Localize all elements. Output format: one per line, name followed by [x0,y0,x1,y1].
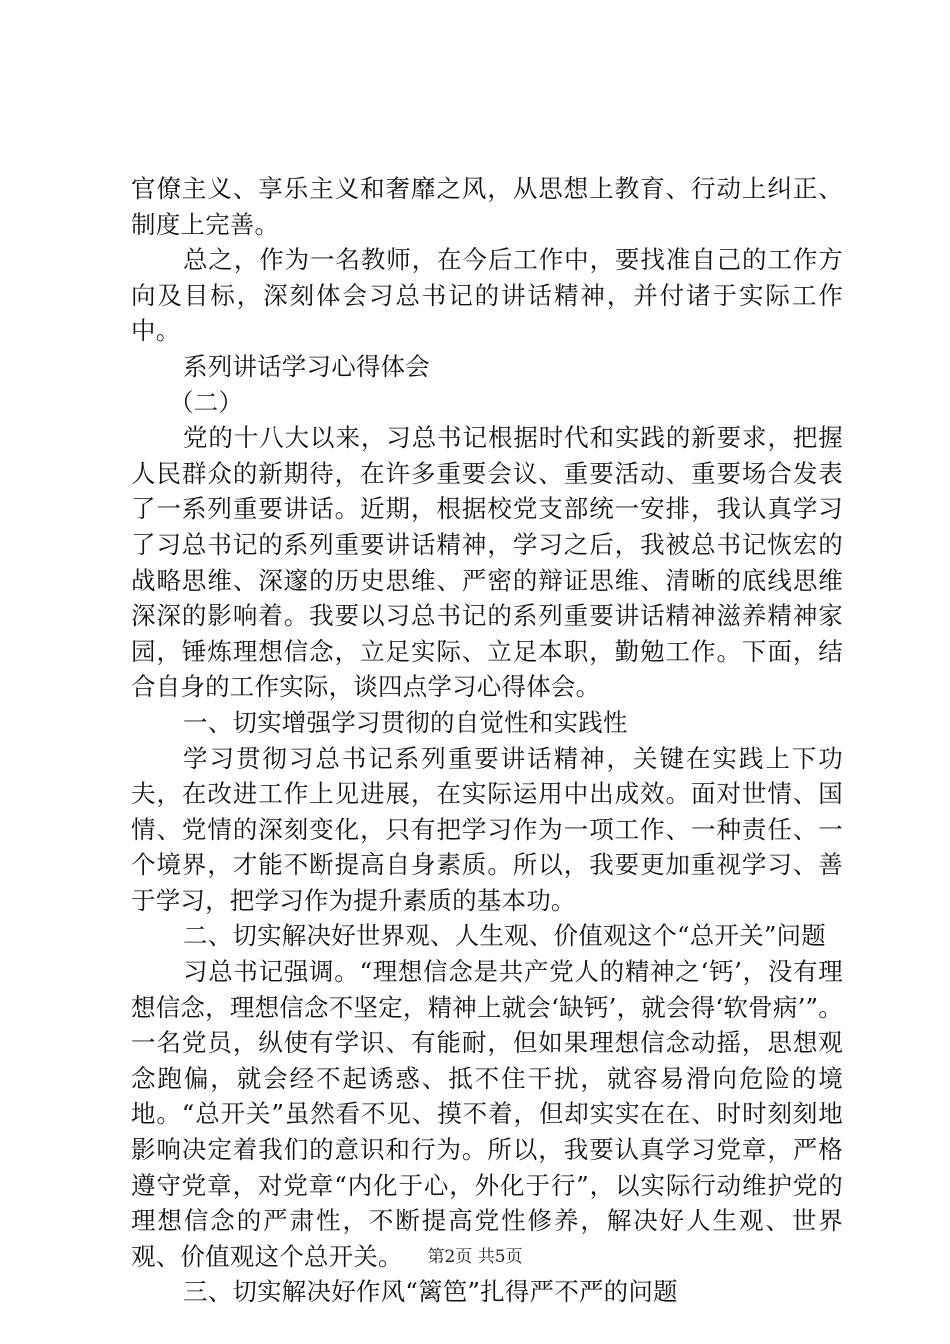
section-number: （二） [169,387,244,417]
paragraph-one: 学习贯彻习总书记系列重要讲话精神，关键在实践上下功夫，在改进工作上见进展，在实际运用中出成效。面对世情、国情、党情的深刻变化，只有把学习作为一项工作、一种责任、一个境界，才能不断提高自身素质。所以，我要更加重视学习、善于学习，把学习作为提升素质的基本功。 [131,743,843,915]
paragraph-continuation: 官僚主义、享乐主义和奢靡之风，从思想上教育、行动上纠正、制度上完善。 [131,174,843,239]
paragraph-intro: 党的十八大以来，习总书记根据时代和实践的新要求，把握人民群众的新期待，在许多重要会议、重要活动、重要场合发表了一系列重要讲话。近期，根据校党支部统一安排，我认真学习了习总书记的系列重要讲话精神，学习之后，我被总书记恢宏的战略思维、深邃的历史思维、严密的辩证思维、清晰的底线思维深深的影响着。我要以习总书记的系列重要讲话精神滋养精神家园，锤炼理想信念，立足实际、立足本职，勤勉工作。下面，结合自身的工作实际，谈四点学习心得体会。 [131,423,843,702]
heading-two: 二、切实解决好世界观、人生观、价值观这个“总开关”问题 [183,921,826,951]
section-title: 系列讲话学习心得体会 [183,351,430,381]
paragraph-conclusion: 总之，作为一名教师，在今后工作中，要找准自己的工作方向及目标，深刻体会习总书记的讲话精神，并付诸于实际工作中。 [131,245,843,346]
heading-one: 一、切实增强学习贯彻的自觉性和实践性 [183,707,628,737]
document-body [131,171,843,1310]
heading-three: 三、切实解决好作风“篱笆”扎得严不严的问题 [183,1277,678,1307]
paragraph-two: 习总书记强调。“理想信念是共产党人的精神之‘钙’，没有理想信念，理想信念不坚定，精神上就会‘缺钙’，就会得‘软骨病’”。一名党员，纵使有学识、有能耐，但如果理想信念动摇，思想观念跑偏，就会经不起诱惑、抵不住干扰，就容易滑向危险的境地。“总开关”虽然看不见、摸不着，但却实实在在、时时刻刻地影响决定着我们的意识和行为。所以，我要认真学习党章，严格遵守党章，对党章“内化于心，外化于行”，以实际行动维护党的理想信念的严肃性，不断提高党性修养，解决好人生观、世界观、价值观这个总开关。 [131,957,843,1271]
page-number-footer: 第2页 共5页 [427,1247,523,1267]
